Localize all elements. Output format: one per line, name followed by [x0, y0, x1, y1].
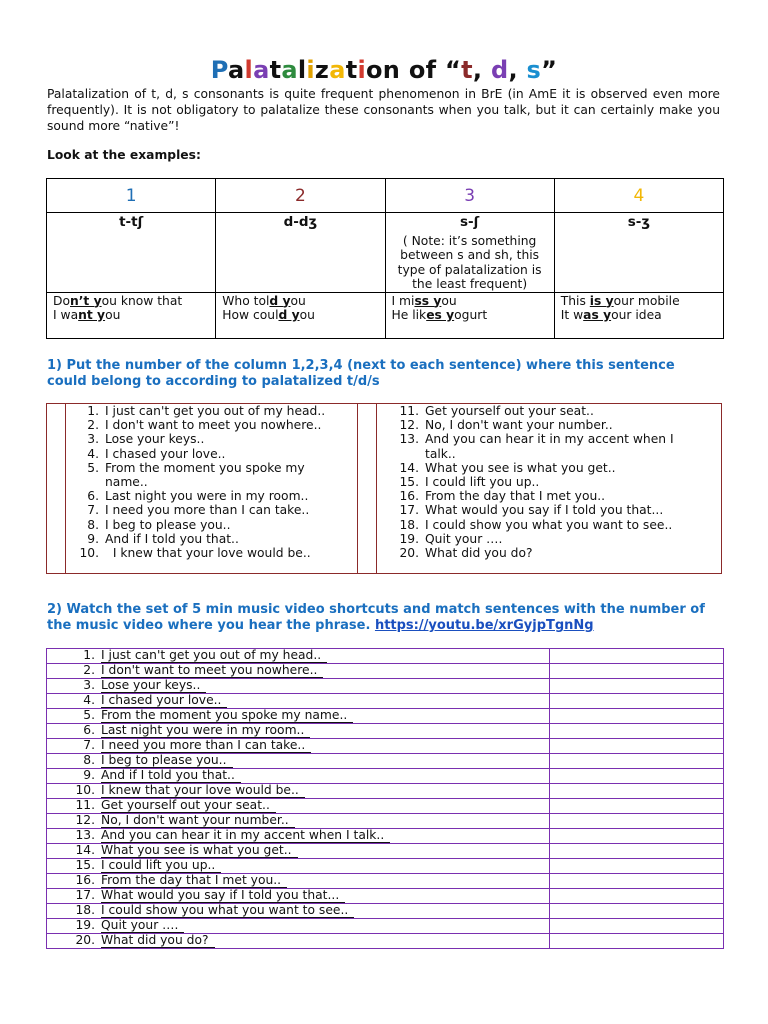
sentence-item — [77, 418, 339, 432]
phoneme-symbol: d-dʒ — [283, 214, 318, 230]
item-text: From the day that I met you.. — [101, 874, 287, 888]
item-text: Quit your …. — [425, 531, 503, 546]
item-text: And you can hear it in my accent when I talk.. — [425, 432, 678, 461]
column-number: 2 — [216, 179, 385, 213]
sentence-item — [77, 503, 339, 517]
title-letter: t — [461, 56, 473, 85]
item-number: 12. — [75, 813, 95, 827]
sentence-item — [397, 404, 707, 418]
table-row — [47, 739, 724, 754]
sentence-item — [397, 546, 707, 560]
title-letter: s — [526, 56, 542, 85]
sentence-cell — [47, 859, 550, 874]
item-number: 6. — [83, 723, 95, 737]
table-row — [47, 709, 724, 724]
column-divider — [65, 404, 66, 573]
exercise-2-table — [46, 648, 724, 949]
item-text: Lose your keys.. — [105, 432, 205, 447]
example-sentence: I miss you — [391, 293, 457, 308]
sentence-item — [397, 461, 707, 475]
item-text: I beg to please you.. — [105, 517, 231, 532]
sentence-cell — [47, 694, 550, 709]
sentence-item — [77, 532, 339, 546]
item-text: I just can't get you out of my head.. — [105, 404, 326, 418]
column-number: 1 — [47, 179, 216, 213]
item-number: 16. — [399, 489, 419, 504]
item-text: I beg to please you.. — [101, 754, 233, 768]
title-letter: ” — [541, 56, 558, 85]
example-cell — [385, 292, 554, 338]
sentence-cell — [47, 829, 550, 844]
item-text: Get yourself out your seat.. — [101, 799, 276, 813]
title-letter: on of “ — [366, 56, 462, 85]
table-row — [47, 694, 724, 709]
item-number: 5. — [83, 708, 95, 722]
title-letter: t — [345, 56, 358, 85]
symbol-cell — [216, 213, 385, 293]
answer-cell[interactable] — [550, 724, 724, 739]
answer-cell[interactable] — [550, 694, 724, 709]
item-number: 4. — [87, 446, 99, 461]
item-number: 19. — [75, 918, 95, 932]
sentence-cell — [47, 769, 550, 784]
sentence-cell — [47, 679, 550, 694]
intro-paragraph: Palatalization of t, d, s consonants is quite frequent phenomenon in BrE (in AmE it is observed even more frequently). It is not obligatory to palatalize these consonants when you talk, but it can certainly make you sound more “native”! — [47, 87, 720, 133]
sentence-cell — [47, 814, 550, 829]
item-number: 5. — [87, 460, 99, 475]
answer-cell[interactable] — [550, 799, 724, 814]
palatalized-segment: as y — [583, 308, 612, 322]
item-text: Quit your …. — [101, 919, 184, 933]
sentence-cell — [47, 649, 550, 664]
answer-cell[interactable] — [550, 934, 724, 949]
table-row — [47, 904, 724, 919]
item-number: 2. — [87, 418, 99, 433]
item-text: And you can hear it in my accent when I talk.. — [101, 829, 390, 843]
sentence-item — [397, 432, 707, 460]
item-text: I chased your love.. — [101, 694, 227, 708]
sentence-cell — [47, 784, 550, 799]
example-sentence: He likes yogurt — [391, 308, 488, 322]
item-text: From the moment you spoke my name.. — [105, 460, 309, 490]
phoneme-symbol: s-ʒ — [627, 214, 651, 230]
sentence-item — [77, 447, 339, 461]
item-number: 8. — [83, 753, 95, 767]
item-text: What did you do? — [425, 546, 533, 561]
table-row — [47, 664, 724, 679]
column-divider — [376, 404, 377, 573]
item-text: What would you say if I told you that... — [425, 503, 664, 518]
sentence-item — [77, 461, 339, 489]
item-number: 14. — [399, 460, 419, 475]
sentence-cell — [47, 934, 550, 949]
symbol-cell — [47, 213, 216, 293]
example-cell — [216, 292, 385, 338]
palatalized-segment: es y — [426, 308, 455, 322]
palatalized-segment: n’t y — [70, 293, 102, 308]
sentence-cell — [47, 889, 550, 904]
table-row — [47, 724, 724, 739]
item-text: I need you more than I can take.. — [105, 503, 310, 518]
item-number: 3. — [83, 678, 95, 692]
phoneme-symbol: s-ʃ — [460, 214, 480, 230]
item-number: 1. — [87, 404, 99, 418]
table-row — [47, 859, 724, 874]
sentence-item — [397, 532, 707, 546]
item-number: 10. — [75, 783, 95, 797]
answer-cell[interactable] — [550, 859, 724, 874]
example-cell — [47, 292, 216, 338]
table-row — [47, 769, 724, 784]
table-row — [47, 754, 724, 769]
item-text: No, I don't want your number.. — [425, 418, 613, 433]
table-row — [47, 799, 724, 814]
item-text: I knew that your love would be.. — [105, 546, 311, 561]
example-sentence: I want you — [53, 308, 121, 322]
page-title — [0, 56, 768, 84]
answer-cell[interactable] — [550, 709, 724, 724]
item-number: 11. — [75, 798, 95, 812]
video-link[interactable]: https://youtu.be/xrGyjpTgnNg — [374, 618, 594, 633]
item-number: 2. — [83, 663, 95, 677]
table-row — [47, 844, 724, 859]
item-text: And if I told you that.. — [101, 769, 241, 783]
item-text: I chased your love.. — [105, 446, 226, 461]
answer-cell[interactable] — [550, 679, 724, 694]
title-letter: a — [228, 56, 245, 85]
sentence-cell — [47, 664, 550, 679]
table-row — [47, 889, 724, 904]
title-letter: l — [244, 56, 254, 85]
table-row — [47, 829, 724, 844]
palatalized-segment: d y — [278, 308, 300, 322]
answer-cell[interactable] — [550, 754, 724, 769]
table-row — [47, 934, 724, 949]
item-number: 1. — [83, 648, 95, 662]
item-number: 20. — [75, 933, 95, 947]
answer-cell[interactable] — [550, 769, 724, 784]
sentence-item — [77, 546, 339, 560]
item-text: Lose your keys.. — [101, 679, 206, 693]
item-text: I don't want to meet you nowhere.. — [105, 418, 322, 433]
item-number: 20. — [399, 546, 419, 561]
item-number: 9. — [83, 768, 95, 782]
column-divider — [357, 404, 358, 573]
item-number: 15. — [75, 858, 95, 872]
answer-cell[interactable] — [550, 904, 724, 919]
column-number-row — [47, 179, 724, 213]
title-letter: , — [472, 56, 491, 85]
exercise-1-right-list — [397, 404, 707, 560]
sentence-item — [397, 475, 707, 489]
symbol-row — [47, 213, 724, 293]
example-sentence: Who told you — [222, 293, 306, 308]
title-letter: i — [357, 56, 367, 85]
example-sentence: This is your mobile — [560, 293, 680, 308]
table-row — [47, 679, 724, 694]
sentence-item — [397, 518, 707, 532]
item-text: I could show you what you want to see.. — [101, 904, 354, 918]
sentence-item — [77, 489, 339, 503]
item-number: 6. — [87, 489, 99, 504]
answer-cell[interactable] — [550, 889, 724, 904]
example-cell — [554, 292, 723, 338]
title-letter: a — [281, 56, 298, 85]
examples-label: Look at the examples: — [47, 148, 201, 162]
item-text: I need you more than I can take.. — [101, 739, 311, 753]
sentence-cell — [47, 754, 550, 769]
item-text: I could lift you up.. — [425, 475, 540, 490]
item-text: What you see is what you get.. — [101, 844, 298, 858]
title-letter: a — [329, 56, 346, 85]
title-letter: i — [306, 56, 315, 85]
answer-cell[interactable] — [550, 874, 724, 889]
answer-cell[interactable] — [550, 844, 724, 859]
title-letter: l — [297, 56, 307, 85]
item-number: 9. — [87, 531, 99, 546]
item-text: Last night you were in my room.. — [101, 724, 310, 738]
item-number: 17. — [399, 503, 419, 518]
table-row — [47, 649, 724, 664]
title-letter: t — [269, 56, 282, 85]
sentence-cell — [47, 724, 550, 739]
answer-cell[interactable] — [550, 814, 724, 829]
item-number: 13. — [75, 828, 95, 842]
item-text: And if I told you that.. — [105, 531, 239, 546]
item-text: I could show you what you want to see.. — [425, 517, 673, 532]
palatalized-segment: is y — [589, 293, 614, 308]
sentence-cell — [47, 844, 550, 859]
item-text: Last night you were in my room.. — [105, 489, 309, 504]
sentence-item — [397, 503, 707, 517]
item-text: What would you say if I told you that... — [101, 889, 345, 903]
symbol-cell — [385, 213, 554, 293]
item-number: 13. — [399, 432, 419, 447]
column-number: 3 — [385, 179, 554, 213]
column-number: 4 — [554, 179, 723, 213]
item-number: 11. — [399, 404, 419, 418]
item-number: 3. — [87, 432, 99, 447]
item-number: 15. — [399, 475, 419, 490]
palatalized-segment: nt y — [78, 308, 106, 322]
item-number: 14. — [75, 843, 95, 857]
sentence-item — [77, 432, 339, 446]
table-row — [47, 814, 724, 829]
table-row — [47, 874, 724, 889]
item-text: From the moment you spoke my name.. — [101, 709, 353, 723]
item-text: I knew that your love would be.. — [101, 784, 305, 798]
item-text: Get yourself out your seat.. — [425, 404, 594, 418]
item-number: 4. — [83, 693, 95, 707]
exercise-2-instructions — [47, 602, 717, 634]
item-number: 19. — [399, 531, 419, 546]
example-sentence: How could you — [222, 308, 315, 322]
examples-table — [46, 178, 724, 339]
sentence-cell — [47, 874, 550, 889]
exercise-2-text: 2) Watch the set of 5 min music video shortcuts and match sentences with the number of the music video where you hear the phrase. — [47, 602, 705, 633]
sentence-item — [397, 418, 707, 432]
item-number: 17. — [75, 888, 95, 902]
sentence-cell — [47, 799, 550, 814]
answer-cell[interactable] — [550, 739, 724, 754]
item-number: 7. — [87, 503, 99, 518]
item-text: What you see is what you get.. — [425, 460, 616, 475]
item-text: From the day that I met you.. — [425, 489, 606, 504]
title-letter: a — [253, 56, 270, 85]
sentence-item — [397, 489, 707, 503]
item-number: 7. — [83, 738, 95, 752]
answer-cell[interactable] — [550, 649, 724, 664]
title-letter: z — [314, 56, 330, 85]
table-row — [47, 784, 724, 799]
example-sentence: Don’t you know that — [53, 293, 183, 308]
item-number: 18. — [399, 517, 419, 532]
item-text: I don't want to meet you nowhere.. — [101, 664, 323, 678]
answer-cell[interactable] — [550, 829, 724, 844]
phoneme-symbol: t-tʃ — [119, 214, 144, 230]
phoneme-note: ( Note: it’s something between s and sh, this type of palatalization is the least frequent) — [397, 233, 542, 291]
item-number: 10. — [79, 546, 99, 561]
answer-cell[interactable] — [550, 664, 724, 679]
palatalized-segment: d y — [269, 293, 291, 308]
palatalized-segment: ss y — [414, 293, 442, 308]
item-text: I could lift you up.. — [101, 859, 221, 873]
sentence-cell — [47, 739, 550, 754]
sentence-item — [77, 518, 339, 532]
item-text: What did you do? — [101, 934, 215, 948]
title-letter: , — [508, 56, 527, 85]
exercise-1-instructions: 1) Put the number of the column 1,2,3,4 (next to each sentence) where this sentence could belong to according to palatalized t/d/s — [47, 358, 675, 389]
answer-cell[interactable] — [550, 919, 724, 934]
table-row — [47, 919, 724, 934]
example-sentence: It was your idea — [560, 308, 662, 322]
answer-cell[interactable] — [550, 784, 724, 799]
sentence-cell — [47, 709, 550, 724]
item-text: I just can't get you out of my head.. — [101, 649, 327, 663]
item-number: 16. — [75, 873, 95, 887]
title-letter: P — [210, 56, 229, 85]
item-number: 18. — [75, 903, 95, 917]
title-letter: d — [490, 56, 509, 85]
symbol-cell — [554, 213, 723, 293]
item-number: 8. — [87, 517, 99, 532]
sentence-cell — [47, 919, 550, 934]
item-text: No, I don't want your number.. — [101, 814, 295, 828]
sentence-item — [77, 404, 339, 418]
example-row — [47, 292, 724, 338]
exercise-1-box — [46, 403, 722, 574]
item-number: 12. — [399, 418, 419, 433]
sentence-cell — [47, 904, 550, 919]
exercise-1-left-list — [77, 404, 339, 560]
